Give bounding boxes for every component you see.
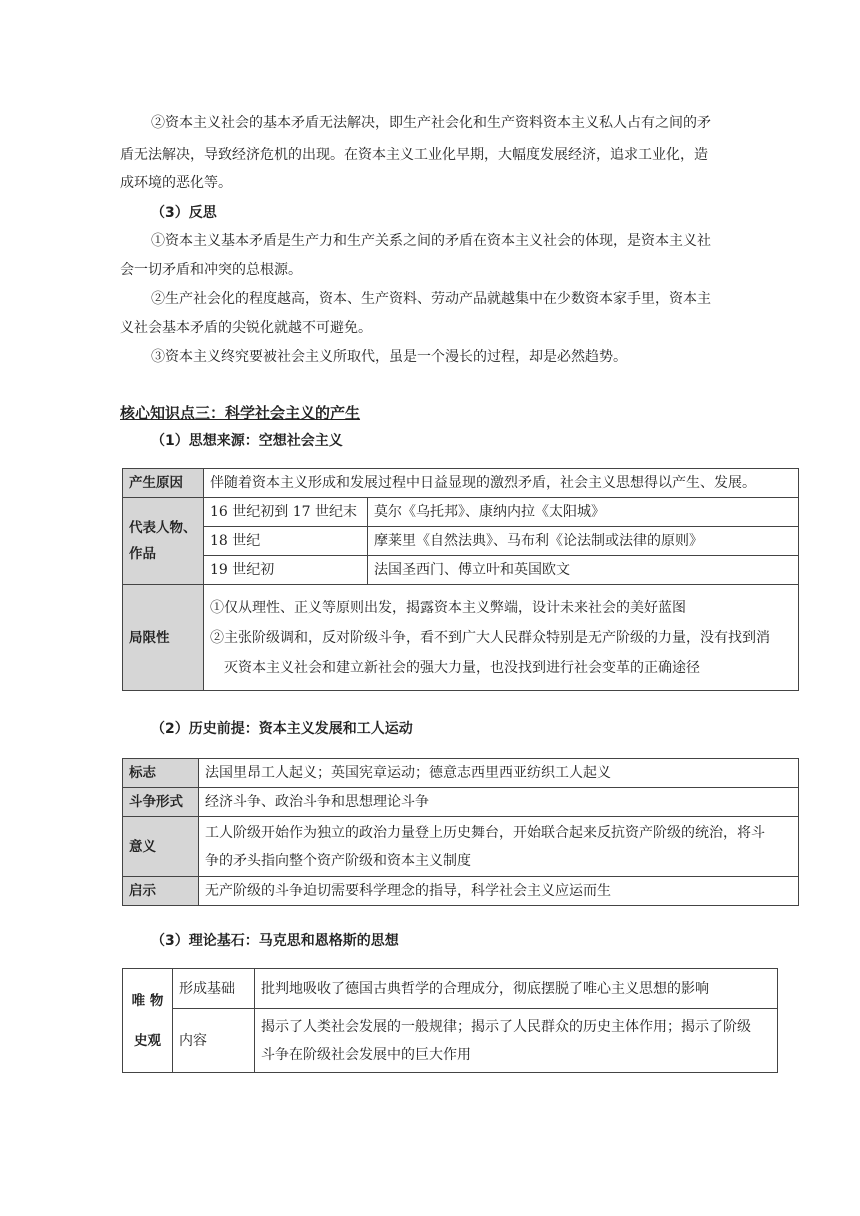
works-cell: 法国圣西门、傅立叶和英国欧文	[368, 556, 799, 585]
insight-text: 无产阶级的斗争迫切需要科学理念的指导，科学社会主义应运而生	[199, 877, 799, 906]
sign-label: 标志	[123, 759, 199, 788]
utopian-socialism-table	[122, 468, 799, 691]
meaning-label: 意义	[123, 817, 199, 877]
paragraph-line: ①资本主义基本矛盾是生产力和生产关系之间的矛盾在资本主义社会的体现，是资本主义社	[151, 233, 711, 249]
paragraph-line: 义社会基本矛盾的尖锐化就越不可避免。	[120, 320, 372, 336]
paragraph-line: 会一切矛盾和冲突的总根源。	[120, 262, 302, 278]
period-cell: 18 世纪	[204, 527, 368, 556]
content-text: 揭示了人类社会发展的一般规律；揭示了人民群众的历史主体作用；揭示了阶级 斗争在阶级社会发展中的巨大作用	[255, 1009, 778, 1073]
workers-movement-table	[122, 758, 799, 906]
meaning-text: 工人阶级开始作为独立的政治力量登上历史舞台，开始联合起来反抗资产阶级的统治，将斗 争的矛头指向整个资产阶级和资本主义制度	[199, 817, 799, 877]
representatives-label: 代表人物、 作品	[123, 498, 204, 585]
basis-label: 形成基础	[173, 969, 255, 1009]
limitation-label: 局限性	[123, 585, 204, 691]
basis-text: 批判地吸收了德国古典哲学的合理成分，彻底摆脱了唯心主义思想的影响	[255, 969, 778, 1009]
works-cell: 摩莱里《自然法典》、马布利《论法制或法律的原则》	[368, 527, 799, 556]
insight-label: 启示	[123, 877, 199, 906]
cause-text: 伴随着资本主义形成和发展过程中日益显现的激烈矛盾，社会主义思想得以产生、发展。	[204, 469, 799, 498]
paragraph-line: ②生产社会化的程度越高，资本、生产资料、劳动产品就越集中在少数资本家手里，资本主	[151, 291, 711, 307]
cause-label: 产生原因	[123, 469, 204, 498]
materialism-label: 唯 物 史观	[123, 969, 173, 1073]
sign-text: 法国里昂工人起义；英国宪章运动；德意志西里西亚纺织工人起义	[199, 759, 799, 788]
period-cell: 16 世纪初到 17 世纪末	[204, 498, 368, 527]
content-label: 内容	[173, 1009, 255, 1073]
historical-materialism-table	[122, 968, 778, 1073]
works-cell: 莫尔《乌托邦》、康纳内拉《太阳城》	[368, 498, 799, 527]
period-cell: 19 世纪初	[204, 556, 368, 585]
subheading-thought-source: （1）思想来源：空想社会主义	[151, 433, 343, 449]
subheading-reflection: （3）反思	[151, 205, 217, 221]
paragraph-line: 成环境的恶化等。	[120, 175, 232, 191]
limitation-text: ①仅从理性、正义等原则出发，揭露资本主义弊端，设计未来社会的美好蓝图 ②主张阶级调和，反对阶级斗争，看不到广大人民群众特别是无产阶级的力量，没有找到消 灭资本主义社会和建立新社会的强大力量，也没找到进行社会变革的正确途径	[204, 585, 799, 691]
struggle-form-text: 经济斗争、政治斗争和思想理论斗争	[199, 788, 799, 817]
paragraph-line: ②资本主义社会的基本矛盾无法解决，即生产社会化和生产资料资本主义私人占有之间的矛	[151, 115, 711, 131]
struggle-form-label: 斗争形式	[123, 788, 199, 817]
section-heading: 核心知识点三：科学社会主义的产生	[120, 404, 361, 422]
paragraph-line: 盾无法解决，导致经济危机的出现。在资本主义工业化早期，大幅度发展经济，追求工业化，造	[120, 147, 708, 163]
subheading-theoretical-foundation: （3）理论基石：马克思和恩格斯的思想	[151, 933, 399, 949]
paragraph-line: ③资本主义终究要被社会主义所取代，虽是一个漫长的过程，却是必然趋势。	[151, 349, 627, 365]
subheading-historical-premise: （2）历史前提：资本主义发展和工人运动	[151, 721, 413, 737]
